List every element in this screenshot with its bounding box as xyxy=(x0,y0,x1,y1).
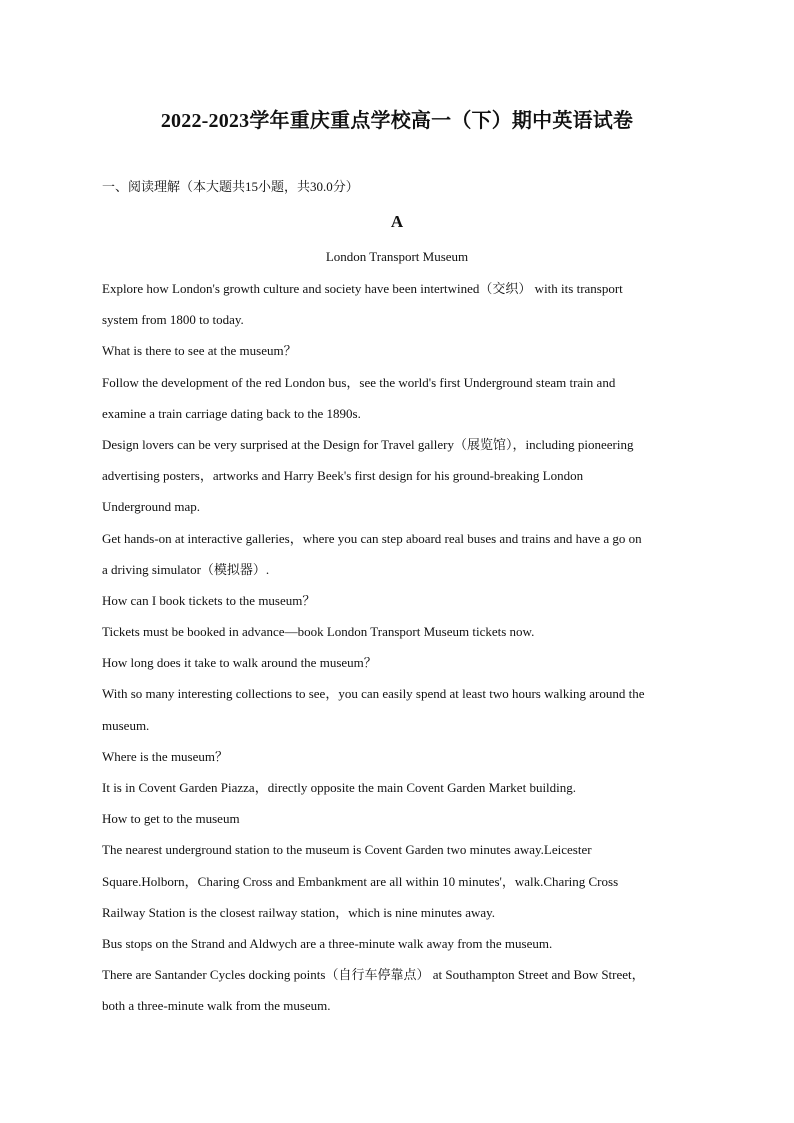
page-title: 2022-2023学年重庆重点学校高一（下）期中英语试卷 xyxy=(160,110,634,132)
passage-line: With so many interesting collections to see，you can easily spend at least two hours walking around the xyxy=(102,686,645,702)
passage-title: London Transport Museum xyxy=(325,249,469,264)
passage-line: How long does it take to walk around the museum？ xyxy=(102,655,377,671)
passage-line: a driving simulator（模拟器）. xyxy=(102,561,270,577)
passage-line: Get hands-on at interactive galleries，where you can step aboard real buses and trains and have a go on xyxy=(102,530,642,546)
passage-line: What is there to see at the museum？ xyxy=(102,343,297,359)
passage-line: Design lovers can be very surprised at the Design for Travel gallery（展览馆），including pioneering xyxy=(102,436,634,452)
passage-line: Where is the museum？ xyxy=(102,748,228,764)
passage-line: There are Santander Cycles docking points（自行车停靠点） at Southampton Street and Bow Street， xyxy=(102,967,645,983)
passage-line: How to get to the museum xyxy=(102,811,240,827)
passage-line: Bus stops on the Strand and Aldwych are a three-minute walk away from the museum. xyxy=(102,935,553,951)
passage-line: advertising posters，artworks and Harry Beek's first design for his ground-breaking London xyxy=(102,468,584,484)
passage-line: examine a train carriage dating back to the 1890s. xyxy=(102,405,361,421)
passage-letter: A xyxy=(390,212,404,231)
passage-line: Explore how London's growth culture and society have been intertwined（交织） with its transport xyxy=(102,281,623,296)
passage-line: Railway Station is the closest railway station，which is nine minutes away. xyxy=(102,904,496,920)
passage-line: It is in Covent Garden Piazza，directly opposite the main Covent Garden Market building. xyxy=(102,780,577,795)
passage-text xyxy=(102,280,702,1029)
passage-line: both a three-minute walk from the museum. xyxy=(102,998,331,1014)
passage-line: Square.Holborn，Charing Cross and Embankment are all within 10 minutes'，walk.Charing Cross xyxy=(102,873,619,889)
passage-line: How can I book tickets to the museum？ xyxy=(102,592,316,608)
passage-line: museum. xyxy=(102,717,150,733)
passage-line: Underground map. xyxy=(102,499,200,515)
passage-line: system from 1800 to today. xyxy=(102,312,244,328)
passage-line: The nearest underground station to the museum is Covent Garden two minutes away.Leicester xyxy=(102,842,592,858)
passage-line: Follow the development of the red London bus，see the world's first Underground steam train and xyxy=(102,374,616,390)
section-heading: 一、阅读理解（本大题共15小题，共30.0分） xyxy=(102,179,359,194)
passage-line: Tickets must be booked in advance—book London Transport Museum tickets now. xyxy=(102,624,535,640)
